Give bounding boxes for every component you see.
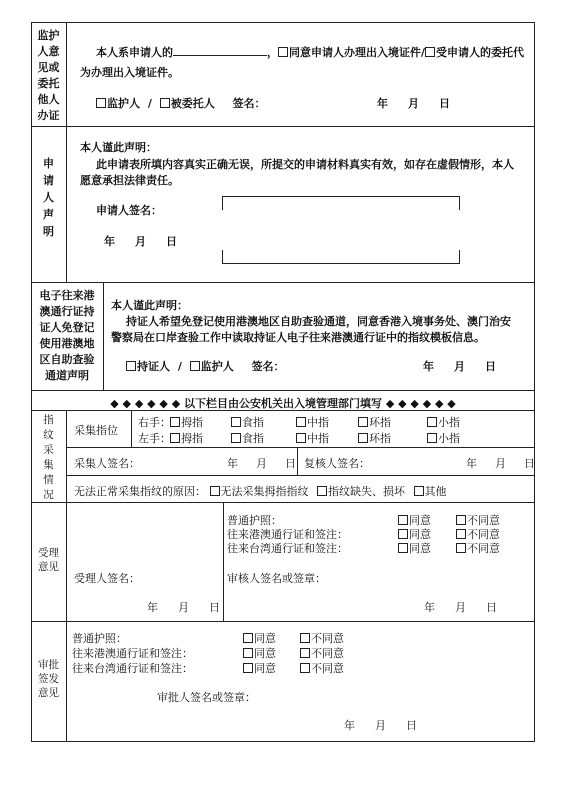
- official-use-banner: ◆ ◆ ◆ ◆ ◆ ◆ 以下栏目由公安机关出入境管理部门填写 ◆ ◆ ◆ ◆ ◆ ◆: [110, 397, 456, 410]
- right-hand-label: 右手：: [138, 416, 171, 429]
- right-little[interactable]: 小指: [427, 414, 460, 430]
- entrust-checkbox[interactable]: [425, 47, 435, 57]
- acceptor-sign-label: 受理人签名：: [74, 572, 140, 585]
- sec3-label: 电子往来港 澳通行证持 证人免登记 使用港澳地 区自助查验 通道声明: [39, 289, 95, 382]
- border-right: [534, 22, 535, 742]
- collector-sign-label: 采集人签名：: [74, 457, 140, 470]
- sec1-date: 年 月 日: [377, 97, 450, 110]
- sec3-date: 年 月 日: [423, 360, 496, 373]
- sec1-text-a: 本人系申请人的: [96, 46, 173, 59]
- fp-col-mid: [297, 447, 298, 475]
- guardian-checkbox[interactable]: [96, 98, 106, 108]
- fp-reason-row: 无法正常采集指纹的原因： 无法采集拇指指纹 指纹缺失、损坏 其他: [74, 485, 447, 498]
- left-hand-label: 左手：: [138, 432, 171, 445]
- accept-passport-disagree[interactable]: 不同意: [456, 512, 500, 528]
- sep-1: [31, 126, 535, 127]
- sec1-sign-row: 监护人 / 被委托人 签名：: [96, 95, 266, 111]
- auditor-sign-label: 审核人签名或签章：: [227, 572, 326, 585]
- approve-passport-disagree[interactable]: 不同意: [300, 630, 344, 646]
- approve-doc-passport: 普通护照：: [72, 632, 127, 645]
- left-little[interactable]: 小指: [427, 430, 460, 446]
- approve-doc-tw: 往来台湾通行证和签注：: [72, 662, 193, 675]
- approve-passport-agree[interactable]: 同意: [243, 630, 276, 646]
- sec1-label: 监护 人意 见或 委托 他人 办证: [37, 29, 60, 122]
- accept-doc-hkmo: 往来港澳通行证和签注：: [227, 528, 348, 541]
- approver-sign-label: 审批人签名或签章：: [157, 691, 256, 704]
- fp-col-pos: [131, 410, 132, 447]
- right-ring[interactable]: 环指: [358, 414, 391, 430]
- approve-tw-agree[interactable]: 同意: [243, 660, 276, 676]
- sep-2: [31, 282, 535, 283]
- reason-missing[interactable]: 指纹缺失、损坏: [317, 485, 405, 498]
- accept-doc-passport: 普通护照：: [227, 514, 282, 527]
- right-index[interactable]: 食指: [231, 414, 264, 430]
- sec1-line1: 本人系申请人的 ， 同意申请人办理出入境证件/ 受申请人的委托代: [96, 46, 525, 59]
- approve-tw-disagree[interactable]: 不同意: [300, 660, 344, 676]
- sep-6: [31, 621, 535, 622]
- acceptor-date: 年 月 日: [147, 601, 220, 614]
- approve-hkmo-agree[interactable]: 同意: [243, 645, 276, 661]
- sep-3: [31, 390, 535, 391]
- reason-other[interactable]: 其他: [414, 485, 447, 498]
- border-top: [31, 22, 535, 23]
- holder-checkbox[interactable]: [126, 361, 136, 371]
- fp-row-2: [66, 475, 534, 476]
- approver-date: 年 月 日: [344, 719, 417, 732]
- sec2-text2: 愿意承担法律责任。: [80, 174, 179, 187]
- sec2-text1: 此申请表所填内容真实正确无误，所提交的申请材料真实有效，如存在虚假情形，本人: [96, 158, 514, 171]
- guardian2-checkbox[interactable]: [190, 361, 200, 371]
- accept-col-split: [223, 502, 224, 621]
- left-thumb[interactable]: 拇指: [170, 430, 203, 446]
- accept-hkmo-agree[interactable]: 同意: [398, 526, 431, 542]
- sec3-sign-row: 持证人 / 监护人 签名：: [126, 358, 285, 374]
- approve-hkmo-disagree[interactable]: 不同意: [300, 645, 344, 661]
- label-col-3: [66, 410, 67, 741]
- sec1-line2: 为办理出入境证件。: [80, 66, 179, 79]
- left-ring[interactable]: 环指: [358, 430, 391, 446]
- reason-thumb[interactable]: 无法采集拇指指纹: [210, 485, 309, 498]
- sep-5: [31, 502, 535, 503]
- sec3-heading: 本人谨此声明：: [111, 299, 188, 312]
- left-middle[interactable]: 中指: [296, 430, 329, 446]
- fp-label: 指 纹 采 集 情 况: [43, 414, 54, 501]
- applicant-signature-box[interactable]: [222, 196, 460, 264]
- agent-checkbox[interactable]: [160, 98, 170, 108]
- sec2-label: 申 请 人 声 明: [43, 157, 54, 238]
- sec2-date: 年 月 日: [104, 235, 177, 248]
- right-middle[interactable]: 中指: [296, 414, 329, 430]
- border-bottom: [31, 741, 535, 742]
- sec3-text1: 持证人希望免登记使用港澳地区自助查验通道，同意香港入境事务处、澳门治安: [126, 315, 511, 328]
- fp-row-1: [66, 447, 534, 448]
- approve-doc-hkmo: 往来港澳通行证和签注：: [72, 647, 193, 660]
- reviewer-sign-label: 复核人签名：: [304, 457, 370, 470]
- sec3-text2: 警察局在口岸查验工作中读取持证人电子往来港澳通行证中的指纹模板信息。: [111, 331, 485, 344]
- accept-doc-tw: 往来台湾通行证和签注：: [227, 542, 348, 555]
- reviewer-date: 年 月 日: [466, 457, 535, 470]
- finger-position-label: 采集指位: [74, 424, 118, 437]
- label-col-2: [103, 282, 104, 390]
- accept-label: 受理 意见: [38, 547, 59, 573]
- applicant-sign-label: 申请人签名：: [96, 204, 162, 217]
- approve-label: 审批 签发 意见: [38, 659, 59, 699]
- auditor-date: 年 月 日: [424, 601, 497, 614]
- label-col-1: [66, 22, 67, 282]
- agree-checkbox[interactable]: [278, 47, 288, 57]
- right-thumb[interactable]: 拇指: [170, 414, 203, 430]
- accept-passport-agree[interactable]: 同意: [398, 512, 431, 528]
- sec2-heading: 本人谨此声明：: [80, 141, 157, 154]
- collector-date: 年 月 日: [227, 457, 296, 470]
- accept-tw-disagree[interactable]: 不同意: [456, 540, 500, 556]
- left-index[interactable]: 食指: [231, 430, 264, 446]
- accept-tw-agree[interactable]: 同意: [398, 540, 431, 556]
- relation-blank[interactable]: [173, 45, 267, 56]
- accept-hkmo-disagree[interactable]: 不同意: [456, 526, 500, 542]
